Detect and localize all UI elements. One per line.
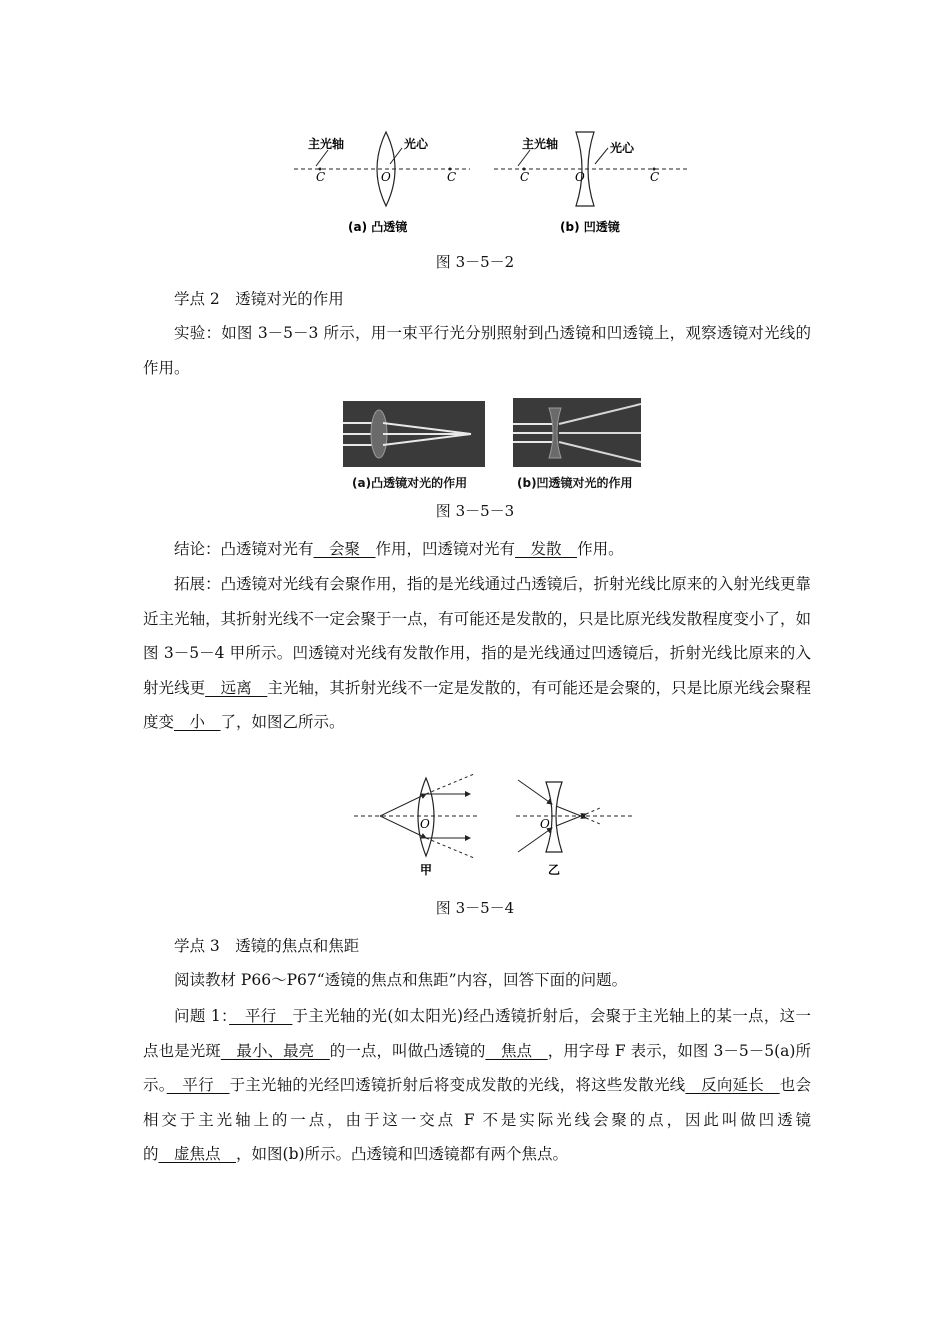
jia-label: 甲 [420, 863, 433, 877]
conclusion-text-1: 结论：凸透镜对光有 [174, 540, 314, 558]
concave-point-o: O [575, 170, 585, 184]
q1-text-2: 于主光轴的光(如太阳光)经凸透镜折射后，会聚于主光轴上的某一点，这一点也是光斑 [143, 1007, 811, 1060]
concave-center-label: 光心 [610, 141, 635, 155]
reading-instruction: 阅读教材 P66～P67“透镜的焦点和焦距”内容，回答下面的问题。 [174, 971, 628, 989]
q1-blank-focus: 焦点 [485, 1041, 548, 1060]
q1-blank-smallest-brightest: 最小、最亮 [220, 1041, 330, 1060]
q1-blank-virtual-focus: 虚焦点 [158, 1145, 237, 1163]
q1-blank-reverse-extend: 反向延长 [685, 1076, 780, 1094]
yi-label: 乙 [548, 863, 561, 877]
figure-3-5-4-caption: 图 3－5－4 [435, 899, 515, 917]
q1-text-1: 问题 1： [174, 1007, 230, 1025]
concave-axis-label: 主光轴 [522, 137, 559, 151]
figure-3-5-2-caption: 图 3－5－2 [435, 253, 515, 271]
q1-blank-parallel-1: 平行 [229, 1007, 293, 1025]
yi-point-o: O [540, 817, 550, 831]
q1-text-3: 的一点，叫做凸透镜的 [329, 1041, 486, 1060]
q1-text-6: 也会相交于主光轴上的一点，由于这一交点 F 不是实际光线会聚的点，因此叫做凹透镜的 [143, 1076, 811, 1163]
extension-blank-small: 小 [174, 713, 221, 731]
convex-point-o: O [381, 170, 391, 184]
question-1-paragraph [143, 999, 811, 1172]
q1-text-4: ，用字母 F 表示，如图 3－5－5(a)所示。 [143, 1041, 811, 1094]
extension-text-3: 了，如图乙所示。 [220, 713, 345, 731]
jia-point-o: O [420, 817, 430, 831]
convex-center-label: 光心 [404, 137, 429, 151]
q1-text-5: 于主光轴的光经凹透镜折射后将变成发散的光线，将这些发散光线 [229, 1076, 686, 1094]
extension-blank-away: 远离 [205, 678, 268, 697]
convex-subcaption: (a) 凸透镜 [348, 220, 408, 234]
convex-point-c-right: C [447, 170, 457, 184]
concave-point-c-left: C [520, 170, 530, 184]
section-2-title: 学点 2 透镜对光的作用 [174, 290, 344, 308]
conclusion-blank-diverge: 发散 [515, 540, 578, 558]
concave-light-photo [513, 398, 641, 467]
convex-light-photo [343, 401, 485, 467]
concave-subcaption: (b) 凹透镜 [560, 220, 620, 234]
q1-text-7: ，如图(b)所示。凸透镜和凹透镜都有两个焦点。 [236, 1145, 569, 1163]
concave-point-c-right: C [650, 170, 660, 184]
convex-photo-caption: (a)凸透镜对光的作用 [352, 476, 468, 490]
figure-3-5-3-caption: 图 3－5－3 [435, 502, 515, 520]
figure-3-5-2 [290, 128, 700, 240]
extension-paragraph [143, 567, 811, 740]
q1-blank-parallel-2: 平行 [166, 1076, 230, 1094]
conclusion-text-3: 作用。 [577, 540, 624, 558]
figure-3-5-4 [350, 772, 640, 880]
extension-text-2: 主光轴，其折射光线不一定是发散的，有可能还是会聚的，只是比原光线会聚程度变 [143, 678, 811, 731]
experiment-paragraph: 实验：如图 3－5－3 所示，用一束平行光分别照射到凸透镜和凹透镜上，观察透镜对光线的作用。 [143, 324, 811, 377]
concave-photo-caption: (b)凹透镜对光的作用 [517, 476, 633, 490]
conclusion-text-2: 作用，凹透镜对光有 [375, 540, 516, 558]
conclusion-paragraph [143, 532, 811, 567]
section-3-title: 学点 3 透镜的焦点和焦距 [174, 937, 360, 955]
conclusion-blank-converge: 会聚 [313, 540, 376, 558]
extension-text-1: 拓展：凸透镜对光线有会聚作用，指的是光线通过凸透镜后，折射光线比原来的入射光线更靠近主光轴，其折射光线不一定会聚于一点，有可能还是发散的，只是比原光线发散程度变小了，如图 3－5－4 甲所示。凹透镜对光线有发散作用，指的是光线通过凹透镜后，折射光线比原来的入射光线更 [143, 575, 811, 697]
convex-axis-label: 主光轴 [308, 137, 345, 151]
convex-point-c-left: C [316, 170, 326, 184]
